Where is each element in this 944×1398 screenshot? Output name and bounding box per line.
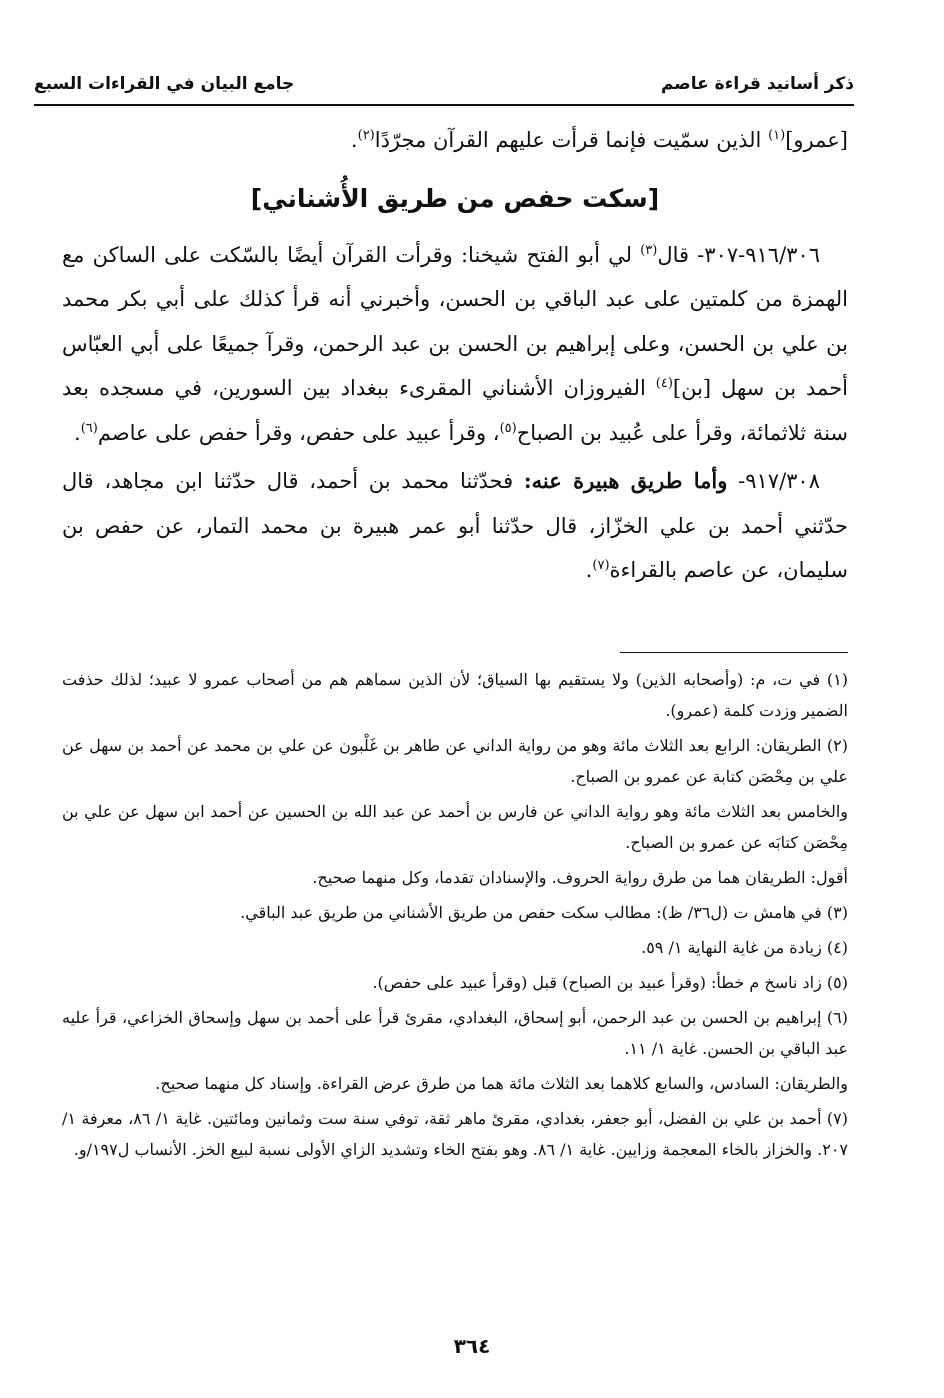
footnote-separator: [620, 652, 848, 653]
footnote-ref-1[interactable]: (١): [768, 128, 786, 143]
footnote-1: (١) في ت، م: (وأصحابه الذين) ولا يستقيم بها السياق؛ لأن الذين سماهم هم من أصحاب عمرو لا عبيد؛ لذلك حذفت الضمير وزدت كلمة (عمرو).: [62, 670, 848, 720]
page-number: ٣٦٤: [453, 1334, 491, 1358]
footnote-2-note: أقول: الطريقان هما من طرق رواية الحروف. والإسنادان تقدما، وكل منهما صحيح.: [312, 868, 848, 887]
footnote-ref-7[interactable]: (٧): [592, 558, 610, 573]
text-run: [عمرو]: [785, 128, 848, 152]
text-run: فحدّثنا محمد بن أحمد، قال حدّثنا ابن مجاهد، قال حدّثني أحمد بن علي الخزّاز، قال حدّثنا أبو عمر هبيرة بن محمد التمار، عن حفص بن سليمان، عن عاصم بالقراءة: [62, 469, 848, 582]
paragraph-917: [62, 459, 848, 593]
footnote-6: (٦) إبراهيم بن الحسن بن عبد الرحمن، أبو إسحاق، البغدادي، مقرئ قرأ على أحمد بن سهل وإسحاق الخزاعي، قرأ عليه عبد الباقي بن الحسن. غاية ١/ ١١.: [62, 1008, 848, 1058]
section-title: [سكت حفص من طريق الأُشناني]: [250, 183, 660, 213]
text-run: .: [74, 420, 81, 445]
footnote-5: (٥) زاد ناسخ م خطأ: (وقرأ عبيد بن الصباح) قبل (وقرأ عبيد على حفص).: [372, 973, 848, 992]
running-header: [34, 74, 854, 94]
footnote-2-continued: والخامس بعد الثلاث مائة وهو رواية الداني عن فارس بن أحمد عن عبد الله بن الحسين عن أحمد ابن سهل عن علي بن مِحْصَن كتابَه عن عمرو بن الصباح.: [62, 802, 848, 852]
text-run: ، وقرأ عبيد على حفص، وقرأ حفص على عاصم: [97, 420, 500, 445]
text-run: ٩١٧/٣٠٨-: [727, 469, 820, 493]
footnote-ref-6[interactable]: (٦): [80, 420, 98, 436]
footnote-4: (٤) زيادة من غاية النهاية ١/ ٥٩.: [641, 938, 848, 957]
chapter-title: ذكر أسانيد قراءة عاصم: [660, 74, 854, 94]
text-run: الفيروزان الأشناني المقرىء ببغداد بين السورين، في مسجده بعد سنة ثلاثمائة، وقرأ على عُبيد بن الصباح: [62, 376, 848, 445]
bold-heading: وأما طريق هبيرة عنه:: [523, 468, 728, 493]
text-run: .: [585, 558, 593, 582]
header-rule: [34, 104, 854, 106]
footnote-2: (٢) الطريقان: الرابع بعد الثلاث مائة وهو من رواية الداني عن طاهر بن غَلْبون عن علي بن محمد عن أحمد بن سهل عن علي بن مِحْصَن كتابة عن عمرو بن الصباح.: [62, 736, 848, 786]
paragraph-continuation: [62, 118, 848, 163]
text-run: لي أبو الفتح شيخنا: وقرأت القرآن أيضًا بالسّكت على الساكن مع الهمزة من كلمتين على عبد الباقي بن الحسن، وأخبرني أنه قرأ كذلك على أبي بكر محمد بن علي بن الحسن، وعلى إبراهيم بن الحسن بن عبد الرحمن، وقرآ جميعًا على أبي العبّاس أحمد بن سهل [بن]: [62, 242, 849, 400]
text-run: ٩١٦/٣٠٦-٣٠٧- قال: [657, 242, 821, 267]
paragraph-916: [62, 233, 848, 456]
footnote-ref-2[interactable]: (٢): [357, 128, 375, 143]
text-run: .: [350, 128, 358, 152]
footnotes: [62, 664, 848, 1169]
footnote-7: (٧) أحمد بن علي بن الفضل، أبو جعفر، بغدادي، مقرئ ماهر ثقة، توفي سنة ست وثمانين ومائتين. غاية ١/ ٨٦، معرفة ١/ ٢٠٧. والخزاز بالخاء المعجمة وزايين. غاية ١/ ٨٦. وهو بفتح الخاء وتشديد الزاي الأولى نسبة لبيع الخز. الأنساب ل١٩٧/و.: [62, 1109, 849, 1159]
book-title: جامع البيان في القراءات السبع: [34, 74, 295, 94]
footnote-3: (٣) في هامش ت (ل٣٦/ ظ): مطالب سكت حفص من طريق الأشناني من طريق عبد الباقي.: [240, 903, 848, 922]
footnote-ref-4[interactable]: (٤): [655, 376, 673, 391]
text-run: الذين سمّيت فإنما قرأت عليهم القرآن مجرّدًا: [374, 128, 769, 152]
footnote-6-continued: والطريقان: السادس، والسابع كلاهما بعد الثلاث مائة هما من طرق عرض القراءة. وإسناد كل منهما صحيح.: [155, 1074, 848, 1093]
main-text: [62, 118, 848, 593]
footnote-ref-5[interactable]: (٥): [499, 420, 517, 436]
footnote-ref-3[interactable]: (٣): [640, 242, 658, 258]
